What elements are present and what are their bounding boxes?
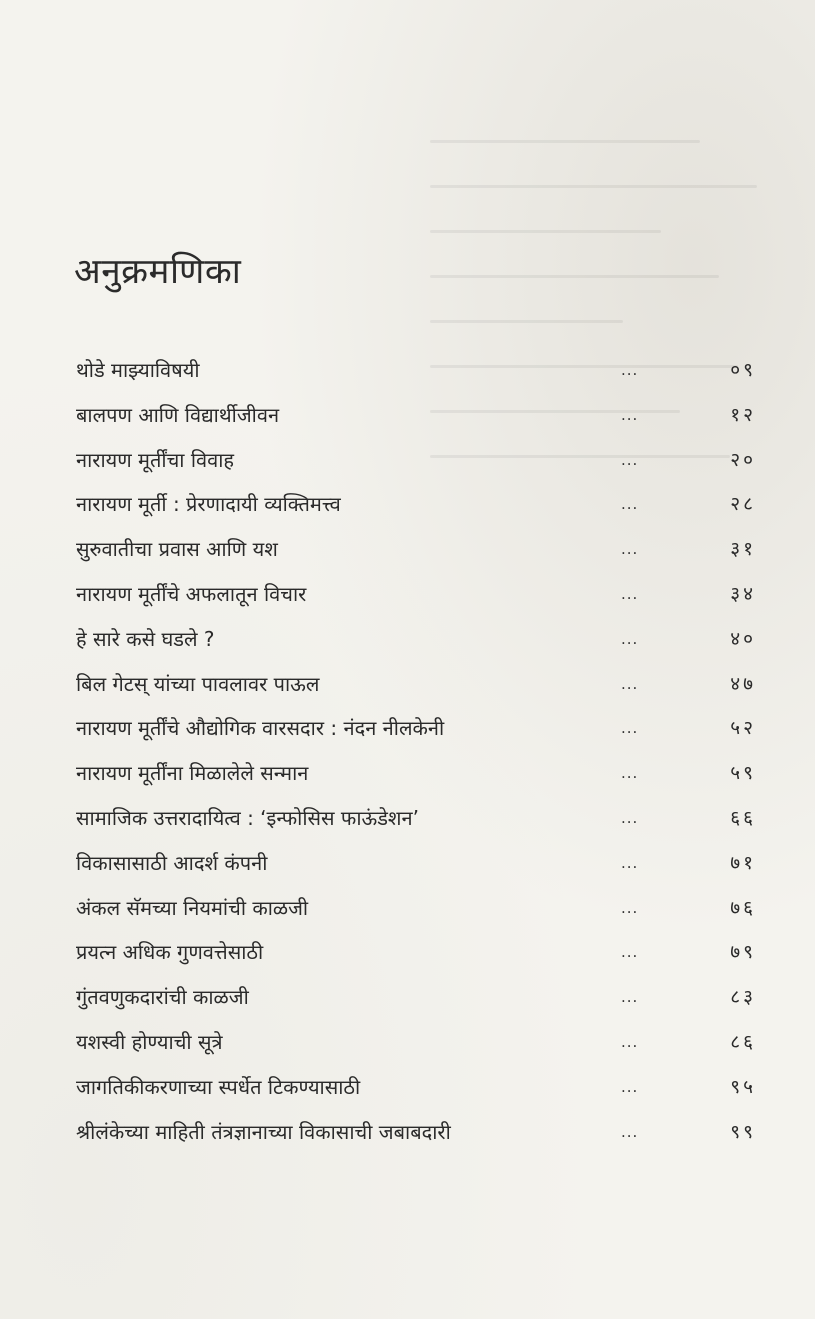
toc-leader-dots: ... [621,764,639,783]
toc-entry-title: सामाजिक उत्तरादायित्व : ‘इन्फोसिस फाऊंडेशन’ [76,805,419,830]
toc-leader-dots: ... [621,450,639,469]
toc-page-number: ९९ [730,1120,756,1143]
toc-entry[interactable] [76,1110,756,1155]
toc-page-number: ९५ [730,1075,756,1098]
toc-entry-title: थोडे माझ्याविषयी [76,358,200,382]
toc-entry-title: प्रयत्न अधिक गुणवत्तेसाठी [76,940,264,965]
toc-leader-dots: ... [621,1077,639,1096]
page-title: अनुक्रमणिका [74,252,242,293]
toc-entry-title: जागतिकीकरणाच्या स्पर्धेत टिकण्यासाठी [76,1074,361,1099]
toc-leader-dots: ... [621,1032,639,1051]
toc-entry-title: यशस्वी होण्याची सूत्रे [76,1029,223,1054]
toc-entry-title: श्रीलंकेच्या माहिती तंत्रज्ञानाच्या विकासाची जबाबदारी [76,1119,451,1144]
toc-page-number: ८६ [730,1030,756,1053]
toc-entry[interactable] [76,796,756,841]
toc-entry[interactable] [76,348,756,393]
toc-page-number: ७१ [730,851,756,874]
toc-leader-dots: ... [621,898,639,917]
toc-page-number: ७९ [730,941,756,964]
toc-entry-title: गुंतवणुकदारांची काळजी [76,985,249,1010]
toc-page-number: ५२ [730,717,756,740]
toc-entry-title: नारायण मूर्तींचे औद्योगिक वारसदार : नंदन नीलकेनी [76,716,445,741]
toc-leader-dots: ... [621,988,639,1007]
toc-entry[interactable] [76,751,756,796]
toc-entry[interactable] [76,662,756,707]
toc-entry[interactable] [76,572,756,617]
toc-entry-title: नारायण मूर्ती : प्रेरणादायी व्यक्तिमत्त्व [76,492,341,517]
toc-entry[interactable] [76,482,756,527]
toc-page-number: १२ [730,403,756,426]
toc-leader-dots: ... [621,943,639,962]
toc-leader-dots: ... [621,584,639,603]
toc-leader-dots: ... [621,361,639,379]
toc-page-number: ३१ [730,538,756,561]
toc-entry[interactable] [76,527,756,572]
toc-entry[interactable] [76,1065,756,1110]
toc-page-number: ६६ [730,806,756,829]
toc-leader-dots: ... [621,495,639,514]
toc-entry[interactable] [76,886,756,931]
toc-entry[interactable] [76,438,756,483]
toc-entry[interactable] [76,1020,756,1065]
toc-leader-dots: ... [621,1122,639,1141]
toc-leader-dots: ... [621,540,639,559]
toc-page-number: ४७ [730,672,756,695]
toc-entry[interactable] [76,706,756,751]
toc-entry-title: अंकल सॅमच्या नियमांची काळजी [76,895,309,920]
toc-leader-dots: ... [621,853,639,872]
toc-page-number: ४० [730,627,756,650]
toc-entry[interactable] [76,617,756,662]
toc-entry-title: बालपण आणि विद्यार्थीजीवन [76,402,280,427]
toc-page-number: ३४ [730,582,756,605]
toc-page-number: ८३ [730,986,756,1009]
toc-entry[interactable] [76,393,756,438]
toc-entry-title: नारायण मूर्तींचे अफलातून विचार [76,581,307,606]
toc-leader-dots: ... [621,808,639,827]
toc-page-number: २० [730,448,756,471]
toc-leader-dots: ... [621,674,639,693]
table-of-contents [76,348,756,1154]
toc-page-number: ५९ [730,762,756,785]
toc-entry-title: नारायण मूर्तींना मिळालेले सन्मान [76,761,309,786]
toc-entry-title: विकासासाठी आदर्श कंपनी [76,850,268,875]
toc-entry[interactable] [76,841,756,886]
toc-entry[interactable] [76,930,756,975]
toc-entry-title: हे सारे कसे घडले ? [76,626,215,651]
toc-page-number: ०९ [730,359,756,381]
toc-entry-title: सुरुवातीचा प्रवास आणि यश [76,537,278,562]
toc-entry-title: नारायण मूर्तींचा विवाह [76,447,235,472]
toc-leader-dots: ... [621,405,639,424]
toc-page-number: २८ [730,493,756,516]
toc-leader-dots: ... [621,719,639,738]
toc-page-number: ७६ [730,896,756,919]
toc-entry[interactable] [76,975,756,1020]
toc-entry-title: बिल गेटस् यांच्या पावलावर पाऊल [76,671,320,696]
toc-leader-dots: ... [621,629,639,648]
